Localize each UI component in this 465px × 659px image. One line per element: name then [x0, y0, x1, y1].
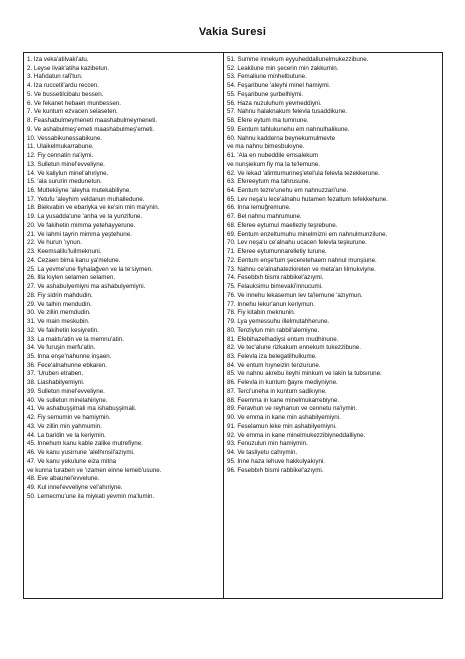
verse-line: 90. Ve emma in kane min ashabilyemiyni.	[227, 414, 341, 422]
verse-line: 29. Ve talhin mendudin.	[27, 300, 92, 308]
verse-line: 38. Liashabilyemiyni.	[27, 379, 85, 387]
verse-line: 59. Eentum tahlukunehu em nahnulhalikune.	[227, 125, 350, 133]
verse-line: 95. İnne haza lehuve hakkulyakıyni.	[227, 457, 326, 465]
verse-line: 96. Fesebbıh bismi rabbikel'azıymi.	[227, 466, 324, 474]
verse-line: 28. Fiy sidrin mahdudin.	[27, 291, 93, 299]
verse-line: 5. Ve bussetilcibalu bessen.	[27, 90, 104, 98]
verse-line: 79. Lya yemessuhu illelmutahherune.	[227, 318, 330, 326]
right-column	[224, 53, 442, 598]
verse-line: 45. İnnehum kanu kable zalike mutrefiyne.	[27, 440, 143, 448]
verse-line: 83. Felevla iza belegatilhulkume.	[227, 352, 317, 360]
verse-line: 53. Femaliune minhelbutune.	[227, 73, 307, 81]
verse-line: ve kunna turaben ve 'ızamen einne lemeb'usune.	[27, 466, 162, 474]
verse-line: 26. İlla kıylen selamen selamen.	[27, 274, 116, 282]
verse-line: 72. Eentum enşe'tum şeceretehaem nahnul munşiune.	[227, 256, 377, 264]
verse-line: 87. Terci'uneha in kuntum sadikıyne.	[227, 387, 327, 395]
verse-line: 27. Ve ashabulyemiyni ma ashabulyemiyni.	[27, 283, 146, 291]
verse-line: 35. İnna enşe'nahunne inşaen.	[27, 352, 112, 360]
verse-line: 2. Leyse livak'atiha kazibetun.	[27, 64, 110, 72]
verse-line: 7. Ve kuntum ezvacen selaseten.	[27, 108, 118, 116]
verse-line: 30. Ve zillin memdudin.	[27, 309, 91, 317]
verse-line: 10. Vessabikunessabikune.	[27, 134, 102, 142]
verse-line: 69. Eentum enzeltumuhu minelmizni em nahnulmunzilune.	[227, 230, 388, 238]
verse-line: 61. 'Ala en nubeddile emsalekum	[227, 152, 318, 160]
verse-line: 48. Eve abaunel'evvelune.	[27, 475, 100, 483]
verse-line: 21. Ve lahmi tayrin mimma yeştehune.	[27, 230, 132, 238]
verse-line: 75. Felauksimu bimevaki'innucumi.	[227, 283, 323, 291]
verse-line: 14. Ve kaliylun minel'ahıriyne.	[27, 169, 109, 177]
verse-line: 20. Ve fakihetin mimma yetehayyerune.	[27, 221, 136, 229]
verse-line: 82. Ve tec'alune rizkakum ennekum tukezzibune.	[227, 344, 361, 352]
verse-line: 62. Ve lekad 'alimtumunneş'etel'ula felevla tezekkerune.	[227, 169, 380, 177]
verse-line: 17. Yetufu 'aleyhim veldanun muhalledune.	[27, 195, 145, 203]
verse-line: 65. Lev neşa'u lece'alnahu hutamen fezaltum tefekkehune.	[227, 195, 388, 203]
verse-line: 57. Nahnu halaknakum felevla tusaddikune.	[227, 108, 348, 116]
verse-line: 25. La yevme'une fiyhalağven ve la te'siymen.	[27, 265, 153, 273]
verse-line: 37. 'Uruben etraben.	[27, 370, 84, 378]
verse-line: 4. İza ruccetil'ardu reccen.	[27, 82, 100, 90]
verse-line: 85. Ve nahnu akrebu ileyhi minkum ve lakin la tubsırune.	[227, 370, 382, 378]
verse-line: 13. Sulletun minel'evveliyne.	[27, 160, 105, 168]
verse-line: 63. Efereeytum ma tahrusune.	[227, 178, 311, 186]
verse-line: 88. Feemma in kane minelmukarrebiyne.	[227, 396, 340, 404]
verse-line: 71. Eferee eytumunnarelletiy turune.	[227, 248, 327, 256]
verse-line: 54. Feşaribune 'aleyhi minel hamiymi.	[227, 82, 331, 90]
verse-line: ve nunşiekum fiy ma la te'lemune.	[227, 160, 321, 168]
verse-line: 23. Keemsalilu'luilmeknuni.	[27, 248, 102, 256]
verse-line: 41. Ve ashabuşşimali ma ishabuşşimali.	[27, 405, 137, 413]
verse-line: 18. Biekvabin ve ebariyka ve ke'sin min ma'ynin.	[27, 204, 160, 212]
verse-line: 60. Nahnu kadderna beynekumulmevte	[227, 134, 336, 142]
verse-line: 8. Feashabulmeymeneti maashabulmeymeneti.	[27, 117, 158, 125]
verse-line: 19. La yusadda'une 'anha ve la yunzifune.	[27, 213, 143, 221]
verse-line: 22. Ve hurun 'ıynun.	[27, 239, 82, 247]
verse-line: 74. Fesebbıh bismi rabbikel'azıymi.	[227, 274, 324, 282]
verse-line: 39. Sulletun minel'evveliyne.	[27, 387, 105, 395]
verse-line: 89. Feravhun ve reyhanun ve cennetu na'iymin.	[227, 405, 358, 413]
verse-line: 94. Ve tasliyetu cahıymin.	[227, 449, 298, 457]
verse-line: 3. Hafıdatun rafi'tun.	[27, 73, 83, 81]
verse-line: 24. Cezaen bima kanu ya'melune.	[27, 256, 121, 264]
verse-line: 12. Fiy cennatin na'iymi.	[27, 152, 94, 160]
verse-line: 51. Summe innekum eyyuheddallunelmukezzibune.	[227, 56, 369, 63]
verse-line: 50. Lemecmu'une ila miykati yevmin ma'lumin.	[27, 492, 155, 500]
verse-line: ve ma nahnu bimesbukıyne.	[227, 143, 305, 151]
verse-line: 55. Feşaribune şurbelhiymi.	[227, 90, 304, 98]
verse-line: 9. Ve ashabulmeş'emeti maashabulmeş'emeti.	[27, 125, 155, 133]
verse-line: 70. Lev neşa'u ce'alnahu ucacen felevla teşkurune.	[227, 239, 367, 247]
verse-line: 44. La baridin ve la keriymin.	[27, 431, 106, 439]
verse-line: 86. Felevla in kuntum ğayre mediyniyne.	[227, 379, 338, 387]
verse-line: 80. Tenziylun min rabbil'alemiyne.	[227, 326, 320, 334]
verse-line: 52. Leakilune min şecerin min zakkumin.	[227, 64, 339, 72]
verse-line: 68. Eferee eytumul maelleziy teşrebune.	[227, 221, 338, 229]
verse-line: 32. Ve fakihetin kesiyretin.	[27, 326, 99, 334]
verse-line: 93. Fenuzulun min hamiymin.	[227, 440, 308, 448]
verse-table	[23, 52, 443, 599]
verse-line: 73. Nahnu ce'alnahatezkireten ve meta'an lilmukviyne.	[227, 265, 376, 273]
verse-line: 77. İnnehu lekur'anun keriymun.	[227, 300, 315, 308]
verse-line: 81. Efebihazelhadiysi entum mudhinune.	[227, 335, 339, 343]
verse-line: 56. Haza nuzuluhum yevmeddiyni.	[227, 99, 322, 107]
verse-line: 16. Muttekiiyne 'aleyha mutekabiliyne.	[27, 187, 132, 195]
verse-line: 78. Fiy kitabin meknunin.	[227, 309, 296, 317]
verse-line: 58. Efere eytum ma tumnune.	[227, 117, 309, 125]
verse-line: 66. İnna lemuğremune.	[227, 204, 291, 212]
verse-line: 92. Ve emma in kane minelmukezzibiyneddalliyne.	[227, 431, 366, 439]
verse-line: 40. Ve sulletun minelahiriyne.	[27, 396, 108, 404]
verse-line: 42. Fiy semumin ve hamiymin.	[27, 414, 111, 422]
verse-line: 84. Ve entum hıyneizin tenzurune.	[227, 361, 321, 369]
verse-line: 64. Eentum tezre'unehu em nahnuzzari'une.	[227, 187, 349, 195]
verse-line: 15. 'ala sururin medunetun.	[27, 178, 102, 186]
verse-line: 46. Ve kanu yusirrune 'alelhınsil'azıymi.	[27, 449, 135, 457]
page-title: Vakia Suresi	[198, 26, 267, 38]
verse-line: 6. Ve fekanet hebaen munbessen.	[27, 99, 121, 107]
verse-line: 76. Ve innehu lekasemun lev ta'lemune 'azıymun.	[227, 291, 363, 299]
verse-line: 11. Ulaikelmukarrabune.	[27, 143, 94, 151]
left-column	[24, 53, 224, 598]
verse-line: 34. Ve furuşin merfu'atin.	[27, 344, 96, 352]
verse-line: 67. Bel nahnu mahrumune.	[227, 213, 302, 221]
verse-line: 49. Kul innel'evveliyne vel'ahıriyne.	[27, 483, 123, 491]
verse-line: 1. İza veka'atilvaki'atu.	[27, 56, 89, 63]
verse-line: 43. Ve zillin min yahmumin.	[27, 422, 102, 430]
verse-line: 36. Fece'alnahunne ebkaren.	[27, 361, 107, 369]
verse-line: 31. Ve main meskubin.	[27, 318, 90, 326]
verse-line: 47. Ve kanu yekulune eiza mitna	[27, 457, 117, 465]
verse-line: 91. Feselamun leke min ashabilyemiyni.	[227, 422, 337, 430]
verse-line: 33. La maktu'atin ve la memnu'atin.	[27, 335, 124, 343]
